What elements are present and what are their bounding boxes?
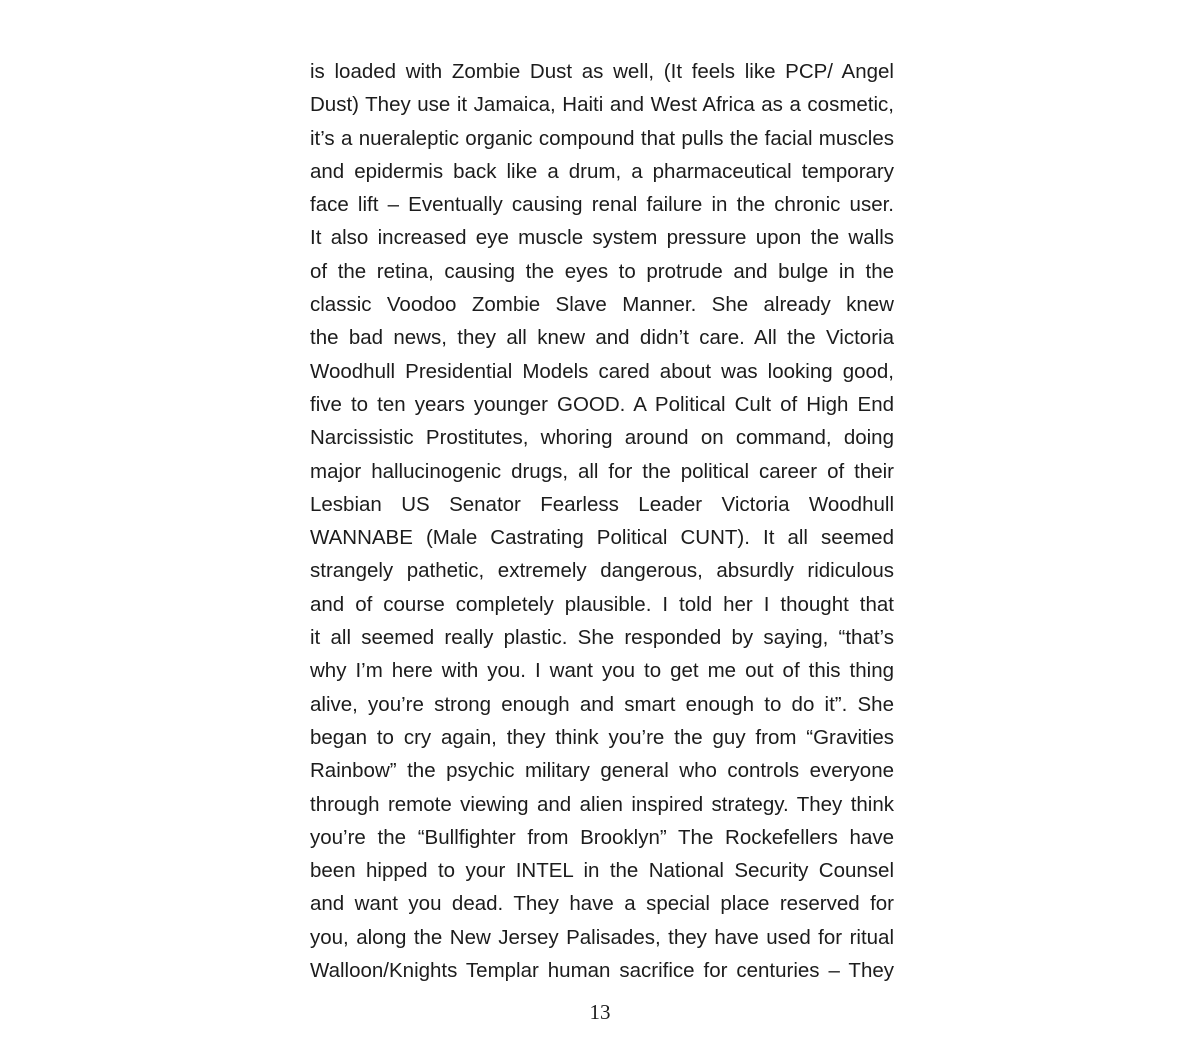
text-line: the bad news, they all knew and didn’t care. All the Victoria — [310, 326, 894, 350]
body-text — [310, 55, 894, 987]
text-line: been hipped to your INTEL in the National Security Counsel — [310, 859, 894, 883]
text-line: WANNABE (Male Castrating Political CUNT). It all seemed — [310, 526, 894, 550]
text-line: and of course completely plausible. I told her I thought that — [310, 592, 894, 616]
text-line: Woodhull Presidential Models cared about was looking good, — [310, 359, 894, 383]
text-line: through remote viewing and alien inspired strategy. They think — [310, 792, 894, 816]
text-line: face lift – Eventually causing renal failure in the chronic user. — [310, 193, 894, 217]
text-line: and want you dead. They have a special place reserved for — [310, 892, 894, 916]
text-line: it all seemed really plastic. She responded by saying, “that’s — [310, 626, 894, 650]
text-line: It also increased eye muscle system pressure upon the walls — [310, 226, 894, 250]
text-line: major hallucinogenic drugs, all for the political career of their — [310, 459, 894, 483]
text-line: Rainbow” the psychic military general who controls everyone — [310, 759, 894, 783]
text-line: you’re the “Bullfighter from Brooklyn” The Rockefellers have — [310, 825, 894, 849]
text-line: of the retina, causing the eyes to protrude and bulge in the — [310, 259, 894, 283]
text-line: it’s a nueraleptic organic compound that pulls the facial muscles — [310, 126, 894, 150]
page-number: 13 — [589, 1000, 611, 1024]
text-line: you, along the New Jersey Palisades, they have used for ritual — [310, 925, 894, 949]
text-line: alive, you’re strong enough and smart enough to do it”. She — [310, 692, 894, 716]
text-line: Dust) They use it Jamaica, Haiti and West Africa as a cosmetic, — [310, 93, 894, 117]
text-line: began to cry again, they think you’re the guy from “Gravities — [310, 725, 894, 749]
text-line: and epidermis back like a drum, a pharmaceutical temporary — [310, 159, 894, 183]
text-line: Lesbian US Senator Fearless Leader Victoria Woodhull — [310, 492, 894, 516]
text-line: Narcissistic Prostitutes, whoring around on command, doing — [310, 426, 894, 450]
text-line: strangely pathetic, extremely dangerous, absurdly ridiculous — [310, 559, 894, 583]
text-line: classic Voodoo Zombie Slave Manner. She already knew — [310, 293, 894, 317]
text-line: five to ten years younger GOOD. A Political Cult of High End — [310, 392, 894, 416]
text-line: is loaded with Zombie Dust as well, (It feels like PCP/ Angel — [310, 60, 894, 83]
text-line: Walloon/Knights Templar human sacrifice for centuries – They — [310, 959, 894, 983]
text-line: why I’m here with you. I want you to get me out of this thing — [310, 659, 894, 683]
